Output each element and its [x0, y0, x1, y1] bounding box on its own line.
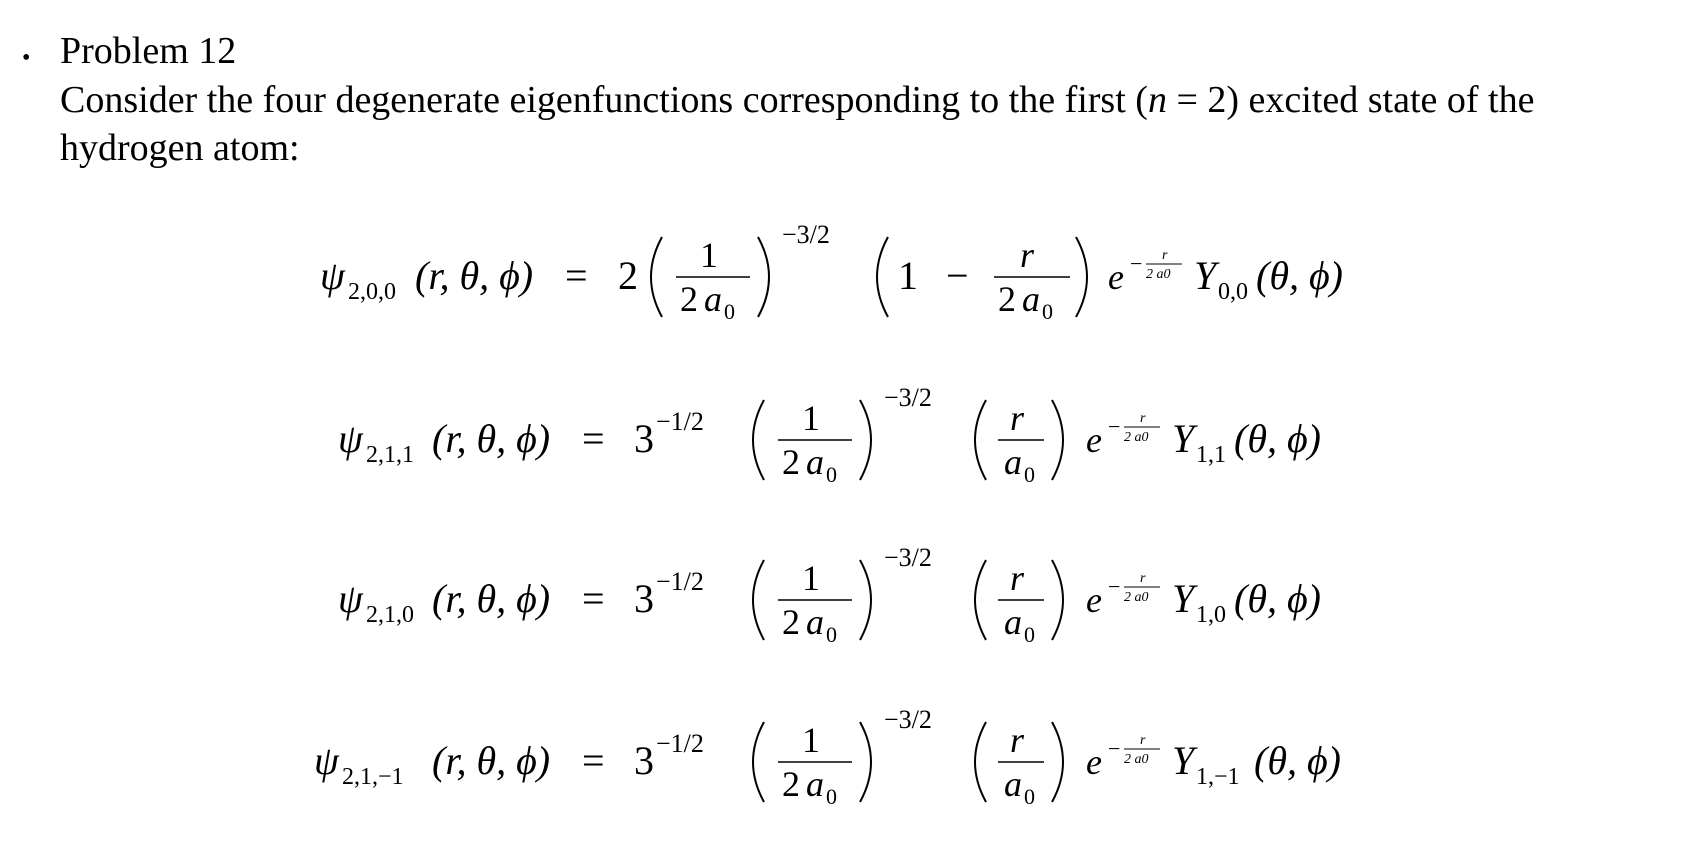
equation-psi-21m1	[0, 690, 1700, 820]
eq3-second-den-sub: 0	[1024, 622, 1035, 647]
eq4-coefficient: 3	[634, 738, 654, 783]
eq2-coefficient: 3	[634, 416, 654, 461]
eq4-frac1-den-var: a	[806, 764, 824, 804]
eq2-second-den-var: a	[1004, 442, 1022, 482]
eq1-coefficient: 2	[618, 253, 638, 298]
eq1-second-den-var: a	[1022, 279, 1040, 319]
eq4-paren-right-2	[1052, 722, 1063, 802]
statement-text-part2: 2) excited state of the hydrogen atom:	[60, 79, 1535, 169]
eq4-paren-left-1	[753, 722, 764, 802]
eq1-second-one: 1	[898, 253, 918, 298]
eq3-exp-numerator: r	[1140, 571, 1146, 586]
equation-psi-21m1-svg	[0, 690, 1700, 820]
eq1-paren-left-2	[877, 237, 888, 317]
eq3-second-numerator: r	[1010, 558, 1025, 598]
eq2-exp-numerator: r	[1140, 411, 1146, 426]
eq4-ylm-args: (θ, ϕ)	[1254, 738, 1341, 783]
eq2-frac1-den-var: a	[806, 442, 824, 482]
eq1-lhs-psi: ψ	[320, 253, 345, 298]
eq2-exp-denominator: 2 a0	[1124, 430, 1149, 445]
eq3-coefficient-exponent: −1/2	[656, 567, 704, 596]
bullet-icon: •	[22, 45, 31, 71]
eq3-lhs-subscript: 2,1,0	[366, 602, 414, 628]
eq3-ylm: Y	[1172, 576, 1195, 621]
eq2-lhs-args: (r, θ, ϕ)	[432, 416, 551, 461]
eq3-paren-right-1	[860, 560, 871, 640]
eq2-frac1-numerator: 1	[802, 398, 820, 438]
eq2-power: −3/2	[884, 383, 932, 412]
eq1-second-den-num: 2	[998, 279, 1016, 319]
eq3-exp-minus: −	[1108, 574, 1121, 599]
eq4-second-numerator: r	[1010, 720, 1025, 760]
eq2-second-den-sub: 0	[1024, 462, 1035, 487]
eq2-lhs-psi: ψ	[338, 416, 363, 461]
eq1-lhs-subscript: 2,0,0	[348, 279, 396, 305]
eq3-lhs-psi: ψ	[338, 576, 363, 621]
equation-psi-211-svg	[0, 368, 1700, 498]
eq1-frac1-den-sub: 0	[724, 299, 735, 324]
eq4-second-den-sub: 0	[1024, 784, 1035, 809]
eq1-lhs-args: (r, θ, ϕ)	[415, 253, 534, 298]
eq3-coefficient: 3	[634, 576, 654, 621]
problem-title: Problem 12	[60, 30, 237, 72]
eq1-ylm: Y	[1194, 253, 1217, 298]
eq4-lhs-args: (r, θ, ϕ)	[432, 738, 551, 783]
eq2-ylm: Y	[1172, 416, 1195, 461]
eq1-exp-denominator: 2 a0	[1146, 267, 1171, 282]
eq2-frac1-den-sub: 0	[826, 462, 837, 487]
eq4-ylm-subscript: 1,−1	[1196, 764, 1240, 790]
eq2-equals: =	[582, 416, 605, 461]
eq1-paren-right-2	[1076, 237, 1087, 317]
statement-variable-n: n	[1147, 79, 1167, 121]
eq2-coefficient-exponent: −1/2	[656, 407, 704, 436]
eq2-paren-right-1	[860, 400, 871, 480]
eq3-exp-denominator: 2 a0	[1124, 590, 1149, 605]
eq1-paren-left-1	[651, 237, 662, 317]
eq4-coefficient-exponent: −1/2	[656, 729, 704, 758]
equation-psi-200-svg	[0, 205, 1700, 335]
eq1-ylm-args: (θ, ϕ)	[1256, 253, 1343, 298]
eq4-exp-denominator: 2 a0	[1124, 752, 1149, 767]
eq3-exp-base: e	[1086, 580, 1102, 620]
eq2-exp-minus: −	[1108, 414, 1121, 439]
statement-equals: =	[1166, 79, 1208, 121]
equation-psi-200	[0, 205, 1700, 335]
eq1-frac1-den-var: a	[704, 279, 722, 319]
equation-psi-211	[0, 368, 1700, 498]
eq3-ylm-subscript: 1,0	[1196, 602, 1226, 628]
eq3-lhs-args: (r, θ, ϕ)	[432, 576, 551, 621]
eq4-frac1-numerator: 1	[802, 720, 820, 760]
eq2-ylm-subscript: 1,1	[1196, 442, 1226, 468]
eq2-paren-right-2	[1052, 400, 1063, 480]
equation-psi-210	[0, 528, 1700, 658]
eq1-frac1-numerator: 1	[700, 235, 718, 275]
eq4-lhs-subscript: 2,1,−1	[342, 764, 404, 790]
eq4-equals: =	[582, 738, 605, 783]
eq1-ylm-subscript: 0,0	[1218, 279, 1248, 305]
eq2-paren-left-2	[975, 400, 986, 480]
eq2-frac1-den-num: 2	[782, 442, 800, 482]
eq4-power: −3/2	[884, 705, 932, 734]
eq4-lhs-psi: ψ	[314, 738, 339, 783]
eq4-frac1-den-num: 2	[782, 764, 800, 804]
eq3-power: −3/2	[884, 543, 932, 572]
eq2-second-numerator: r	[1010, 398, 1025, 438]
eq3-frac1-den-var: a	[806, 602, 824, 642]
eq1-power: −3/2	[782, 220, 830, 249]
eq1-equals: =	[565, 253, 588, 298]
eq4-exp-numerator: r	[1140, 733, 1146, 748]
eq1-exp-minus: −	[1130, 251, 1143, 276]
eq4-paren-right-1	[860, 722, 871, 802]
eq2-exp-base: e	[1086, 420, 1102, 460]
eq1-second-numerator: r	[1020, 235, 1035, 275]
eq2-paren-left-1	[753, 400, 764, 480]
eq4-second-den-var: a	[1004, 764, 1022, 804]
eq1-second-den-sub: 0	[1042, 299, 1053, 324]
eq3-equals: =	[582, 576, 605, 621]
problem-statement	[60, 76, 1670, 172]
eq3-paren-right-2	[1052, 560, 1063, 640]
eq4-ylm: Y	[1172, 738, 1195, 783]
eq3-paren-left-2	[975, 560, 986, 640]
eq4-exp-base: e	[1086, 742, 1102, 782]
eq1-frac1-den-num: 2	[680, 279, 698, 319]
eq1-paren-right-1	[758, 237, 769, 317]
eq4-paren-left-2	[975, 722, 986, 802]
eq3-paren-left-1	[753, 560, 764, 640]
eq4-frac1-den-sub: 0	[826, 784, 837, 809]
eq4-exp-minus: −	[1108, 736, 1121, 761]
eq3-frac1-den-sub: 0	[826, 622, 837, 647]
equation-psi-210-svg	[0, 528, 1700, 658]
statement-text-part1: Consider the four degenerate eigenfunctions corresponding to the first (	[60, 79, 1148, 121]
eq2-ylm-args: (θ, ϕ)	[1234, 416, 1321, 461]
eq3-ylm-args: (θ, ϕ)	[1234, 576, 1321, 621]
eq1-exp-numerator: r	[1162, 248, 1168, 263]
eq3-second-den-var: a	[1004, 602, 1022, 642]
eq3-frac1-numerator: 1	[802, 558, 820, 598]
eq3-frac1-den-num: 2	[782, 602, 800, 642]
eq1-exp-base: e	[1108, 257, 1124, 297]
eq2-lhs-subscript: 2,1,1	[366, 442, 414, 468]
eq1-second-minus: −	[946, 253, 969, 298]
